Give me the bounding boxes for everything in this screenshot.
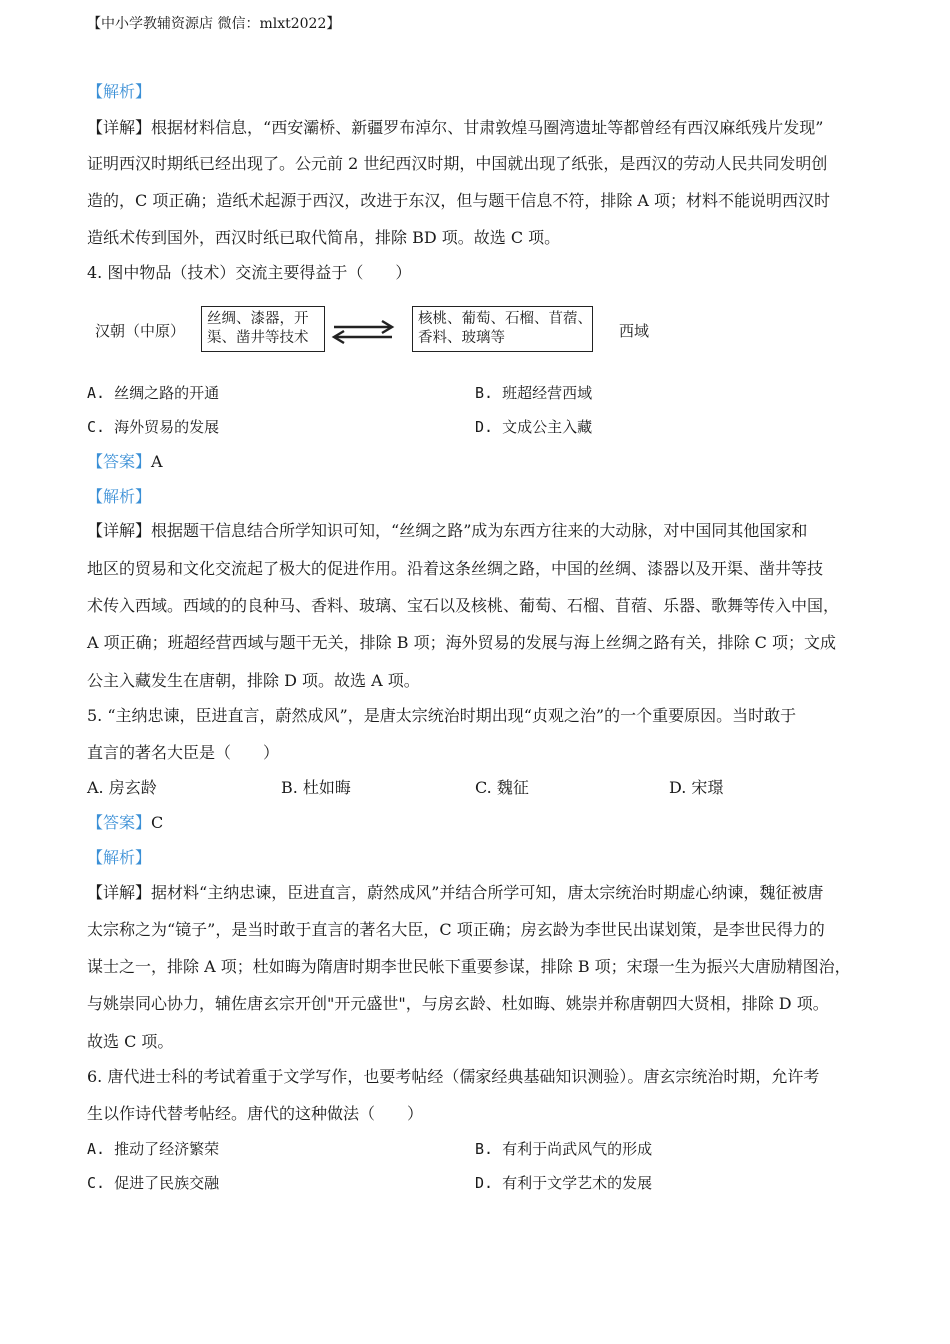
q6-stem-line-1: 6. 唐代进士科的考试着重于文学写作，也要考帖经（儒家经典基础知识测验）。唐玄宗统治时期，允许考 [87,1067,820,1086]
q4-answer-value: A [151,452,163,471]
q6-option-b[interactable]: B. 有利于尚武风气的形成 [475,1140,653,1158]
q6-option-d[interactable]: D. 有利于文学艺术的发展 [475,1174,653,1192]
q5-option-c[interactable]: C. 魏征 [475,778,529,797]
q3-detail-line-2: 证明西汉时期纸已经出现了。公元前 2 世纪西汉时期，中国就出现了纸张，是西汉的劳动人民共同发明创 [87,154,828,173]
diagram-left-label: 汉朝（中原） [95,322,186,340]
q4-detail-line-5: 公主入藏发生在唐朝，排除 D 项。故选 A 项。 [87,671,420,690]
q3-detail-line-3: 造的，C 项正确；造纸术起源于西汉，改进于东汉，但与题干信息不符，排除 A 项；材料不能说明西汉时 [87,191,831,210]
q3-detail-text: 根据材料信息，“西安灞桥、新疆罗布淖尔、甘肃敦煌马圈湾遗址等都曾经有西汉麻纸残片发现” [151,118,824,137]
q4-analysis-tag: 【解析】 [87,487,152,506]
q4-option-d[interactable]: D. 文成公主入藏 [475,418,593,436]
q3-detail-line-4: 造纸术传到国外，西汉时纸已取代简帛，排除 BD 项。故选 C 项。 [87,228,561,247]
diagram-right-box [412,306,593,352]
q5-detail-text: 据材料“主纳忠谏，臣进直言，蔚然成风”并结合所学可知，唐太宗统治时期虚心纳谏，魏征被唐 [151,883,824,902]
q6-option-c[interactable]: C. 促进了民族交融 [87,1174,220,1192]
q3-detail-tag: 【详解】 [87,118,152,137]
q4-detail-text: 根据题干信息结合所学知识可知，“丝绸之路”成为东西方往来的大动脉，对中国同其他国家和 [151,521,808,540]
q5-stem-line-2: 直言的著名大臣是（ ） [87,743,280,762]
q5-option-b[interactable]: B. 杜如晦 [281,778,351,797]
q4-option-a[interactable]: A. 丝绸之路的开通 [87,384,220,402]
left-box-line-2: 渠、凿井等技术 [207,330,309,346]
q5-analysis-tag: 【解析】 [87,848,152,867]
q4-option-b[interactable]: B. 班超经营西域 [475,384,593,402]
q3-detail-line-1 [87,118,823,138]
q4-answer-tag: 【答案】 [87,452,152,471]
right-box-line-2: 香料、玻璃等 [418,330,505,346]
q6-option-a[interactable]: A. 推动了经济繁荣 [87,1140,220,1158]
q5-answer-tag: 【答案】 [87,813,152,832]
q3-analysis-tag: 【解析】 [87,82,152,101]
q5-detail-line-2: 太宗称之为“镜子”，是当时敢于直言的著名大臣，C 项正确；房玄龄为李世民出谋划策，是李世民得力的 [87,920,825,939]
q4-detail-line-3: 术传入西域。西域的的良种马、香料、玻璃、宝石以及核桃、葡萄、石榴、苜蓿、乐器、歌舞等传入中国， [87,596,840,615]
q5-stem-line-1: 5. “主纳忠谏，臣进直言，蔚然成风”，是唐太宗统治时期出现“贞观之治”的一个重要原因。当时敢于 [87,706,797,725]
left-box-line-1: 丝绸、漆器，开 [207,311,309,327]
q5-detail-tag: 【详解】 [87,883,152,902]
q5-option-d[interactable]: D. 宋璟 [669,778,724,797]
exchange-arrows-icon [330,320,396,344]
q4-detail-tag: 【详解】 [87,521,152,540]
q4-option-c[interactable]: C. 海外贸易的发展 [87,418,220,436]
header-source: 【中小学教辅资源店 微信：mlxt2022】 [87,16,341,32]
q5-answer [87,813,163,833]
q5-detail-line-1 [87,883,823,903]
q5-detail-line-4: 与姚崇同心协力，辅佐唐玄宗开创"开元盛世"，与房玄龄、杜如晦、姚崇并称唐朝四大贤相，排除 D 项。 [87,994,829,1013]
q5-detail-line-5: 故选 C 项。 [87,1032,174,1051]
q5-option-a[interactable]: A. 房玄龄 [87,778,157,797]
q6-stem-line-2: 生以作诗代替考帖经。唐代的这种做法（ ） [87,1104,424,1123]
right-box-line-1: 核桃、葡萄、石榴、苜蓿、 [418,311,592,327]
q4-answer [87,452,163,472]
q4-detail-line-4: A 项正确；班超经营西域与题干无关，排除 B 项；海外贸易的发展与海上丝绸之路有关，排除 C 项；文成 [87,633,836,652]
q5-detail-line-3: 谋士之一，排除 A 项；杜如晦为隋唐时期李世民帐下重要参谋，排除 B 项；宋璟一生为振兴大唐励精图治， [87,957,851,976]
q4-detail-line-1 [87,521,807,541]
q4-stem: 4. 图中物品（技术）交流主要得益于（ ） [87,263,412,282]
q4-detail-line-2: 地区的贸易和文化交流起了极大的促进作用。沿着这条丝绸之路，中国的丝绸、漆器以及开渠、凿井等技 [87,559,824,578]
diagram-left-box [201,306,325,352]
q5-answer-value: C [151,813,164,832]
diagram-right-label: 西域 [619,322,650,340]
